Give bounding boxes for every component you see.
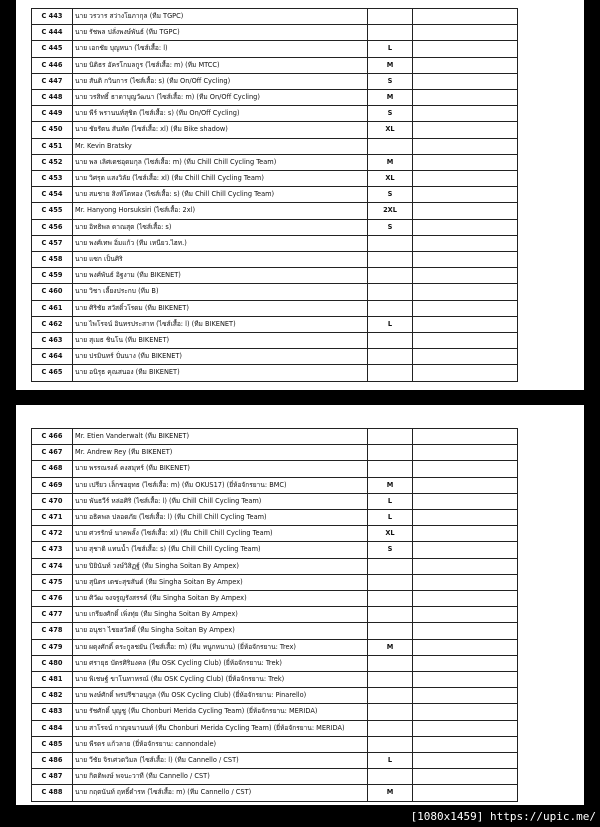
empty-cell [413,574,518,590]
bib-number-cell: C 452 [32,154,73,170]
bib-number-cell: C 459 [32,268,73,284]
participant-name-cell: นาย สันติ กวินการ (ไซส์เสื้อ: s) (ทีม On/Off Cycling) [73,73,368,89]
table-row [32,41,518,57]
empty-cell [413,122,518,138]
empty-cell [413,57,518,73]
shirt-size-cell [368,704,413,720]
participant-name-cell: นาย อิทธิพล ดาณสุต (ไซส์เสื้อ: s) [73,219,368,235]
participant-name-cell: นาย ศิริชัย สวัสดิ์วโรดม (ทีม BIKENET) [73,300,368,316]
table-row [32,510,518,526]
bib-number-cell: C 484 [32,720,73,736]
table-row [32,365,518,381]
bib-number-cell: C 456 [32,219,73,235]
shirt-size-cell [368,607,413,623]
bib-number-cell: C 466 [32,429,73,445]
empty-cell [413,769,518,785]
participant-name-cell: นาย สุนิตร เดชะสุขสันต์ (ทีม Singha Soitan By Ampex) [73,574,368,590]
empty-cell [413,704,518,720]
empty-cell [413,591,518,607]
participant-name-cell: นาย วรวาร สว่างโยภากุล (ทีม TGPC) [73,9,368,25]
bib-number-cell: C 464 [32,349,73,365]
empty-cell [413,203,518,219]
empty-cell [413,542,518,558]
empty-cell [413,252,518,268]
participant-name-cell: นาย ศวรรักษ์ นาคพลั้ง (ไซส์เสื้อ: xl) (ทีม Chill Chill Cycling Team) [73,526,368,542]
participant-name-cell: นาย รัชพล ปลั่งพงษ์พันธ์ (ทีม TGPC) [73,25,368,41]
participant-name-cell: นาย ศรายุธ บัตรศิริมงคล (ทีม OSK Cycling Club) (ยี่ห้อจักรยาน: Trek) [73,655,368,671]
table-row [32,753,518,769]
empty-cell [413,73,518,89]
bib-number-cell: C 469 [32,477,73,493]
bib-number-cell: C 465 [32,365,73,381]
empty-cell [413,445,518,461]
empty-cell [413,461,518,477]
empty-cell [413,171,518,187]
table-row [32,90,518,106]
participant-name-cell: นาย ปิยินันท์ วงษ์วิสิฏฐ์ (ทีม Singha Soitan By Ampex) [73,558,368,574]
bib-number-cell: C 458 [32,252,73,268]
bib-number-cell: C 470 [32,493,73,509]
participant-name-cell: นาย พีรดร แก้วลาย (ยี่ห้อจักรยาน: cannondale) [73,736,368,752]
table-row [32,720,518,736]
bib-number-cell: C 467 [32,445,73,461]
shirt-size-cell [368,333,413,349]
participant-name-cell: Mr. Andrew Rey (ทีม BIKENET) [73,445,368,461]
shirt-size-cell [368,9,413,25]
shirt-size-cell: S [368,219,413,235]
shirt-size-cell [368,365,413,381]
bib-number-cell: C 446 [32,57,73,73]
shirt-size-cell [368,672,413,688]
participant-name-cell: นาย พิเชษฐ์ ขาโนทาหรณ์ (ทีม OSK Cycling Club) (ยี่ห้อจักรยาน: Trek) [73,672,368,688]
table-row [32,171,518,187]
shirt-size-cell: S [368,73,413,89]
participant-name-cell: นาย พงศ์เทพ อิ่มแก้ว (ทีม เหนียว.ไฮท.) [73,235,368,251]
shirt-size-cell: M [368,57,413,73]
table-row [32,493,518,509]
shirt-size-cell: XL [368,526,413,542]
shirt-size-cell: M [368,90,413,106]
bib-number-cell: C 471 [32,510,73,526]
table-row [32,477,518,493]
table-row [32,349,518,365]
shirt-size-cell: XL [368,122,413,138]
empty-cell [413,187,518,203]
shirt-size-cell: L [368,493,413,509]
table-row [32,672,518,688]
empty-cell [413,235,518,251]
participant-name-cell: นาย ผดุงศักดิ์ ตระกูลชยัน (ไซส์เสื้อ: m) (ทีม หนูกหนาน) (ยี่ห้อจักรยาน: Trex) [73,639,368,655]
table-row [32,429,518,445]
table-row [32,138,518,154]
bib-number-cell: C 481 [32,672,73,688]
participant-name-cell: Mr. Etien Vanderwalt (ทีม BIKENET) [73,429,368,445]
table-row [32,333,518,349]
bib-number-cell: C 447 [32,73,73,89]
bib-number-cell: C 450 [32,122,73,138]
shirt-size-cell: S [368,187,413,203]
shirt-size-cell [368,574,413,590]
bib-number-cell: C 453 [32,171,73,187]
participant-name-cell: นาย วิศรุต แสงวิลัย (ไซส์เสื้อ: xl) (ทีม Chill Chill Cycling Team) [73,171,368,187]
shirt-size-cell [368,235,413,251]
empty-cell [413,41,518,57]
empty-cell [413,672,518,688]
table-row [32,574,518,590]
empty-cell [413,316,518,332]
empty-cell [413,333,518,349]
participant-name-cell: นาย สุเมธ ชินโน (ทีม BIKENET) [73,333,368,349]
shirt-size-cell [368,591,413,607]
bib-number-cell: C 444 [32,25,73,41]
participant-name-cell: นาย ไพโรจน์ อินทรประสาท (ไซส์เสื้อ: l) (ทีม BIKENET) [73,316,368,332]
table-row [32,607,518,623]
table-row [32,591,518,607]
empty-cell [413,639,518,655]
bib-number-cell: C 486 [32,753,73,769]
table-row [32,122,518,138]
empty-cell [413,138,518,154]
table-row [32,704,518,720]
empty-cell [413,558,518,574]
bib-number-cell: C 468 [32,461,73,477]
table-row [32,252,518,268]
shirt-size-cell [368,252,413,268]
empty-cell [413,655,518,671]
table-row [32,219,518,235]
shirt-size-cell [368,138,413,154]
participant-name-cell: นาย อธิคพล ปลอดภัย (ไซส์เสื้อ: l) (ทีม Chill Chill Cycling Team) [73,510,368,526]
table-row [32,73,518,89]
shirt-size-cell [368,558,413,574]
participant-name-cell: นาย แซก เป็นศิริ [73,252,368,268]
empty-cell [413,510,518,526]
shirt-size-cell: XL [368,171,413,187]
table-row [32,316,518,332]
participant-name-cell: Mr. Kevin Bratsky [73,138,368,154]
table-row [32,542,518,558]
participant-name-cell: นาย พล เลิศเดชอุดมกุล (ไซส์เสื้อ: m) (ทีม Chill Chill Cycling Team) [73,154,368,170]
empty-cell [413,219,518,235]
participant-name-cell: นาย สมชาย สิงห์โตทอง (ไซส์เสื้อ: s) (ทีม Chill Chill Cycling Team) [73,187,368,203]
empty-cell [413,25,518,41]
empty-cell [413,736,518,752]
participant-name-cell: นาย เกรียงศักดิ์ เพิ่งทุ่ย (ทีม Singha Soitan By Ampex) [73,607,368,623]
participant-name-cell: นาย เอกชัย บุญหนา (ไซส์เสื้อ: l) [73,41,368,57]
registration-table-2 [31,428,518,802]
participant-name-cell: นาย นิติธร อัครโกมลกูร (ไซส์เสื้อ: m) (ทีม MTCC) [73,57,368,73]
bib-number-cell: C 449 [32,106,73,122]
bib-number-cell: C 451 [32,138,73,154]
empty-cell [413,477,518,493]
bib-number-cell: C 457 [32,235,73,251]
participant-name-cell: นาย พงศ์พันธ์ อิฐงาม (ทีม BIKENET) [73,268,368,284]
table-row [32,300,518,316]
table-row [32,235,518,251]
shirt-size-cell: L [368,753,413,769]
empty-cell [413,623,518,639]
participant-name-cell: นาย พงษ์ศักดิ์ พรปรีชาอนุกูล (ทีม OSK Cycling Club) (ยี่ห้อจักรยาน: Pinarello) [73,688,368,704]
empty-cell [413,106,518,122]
table-row [32,284,518,300]
document-page-2 [16,405,584,805]
empty-cell [413,300,518,316]
shirt-size-cell [368,268,413,284]
shirt-size-cell: M [368,785,413,801]
empty-cell [413,349,518,365]
participant-name-cell: นาย ปรมินทร์ ปั่นนาง (ทีม BIKENET) [73,349,368,365]
table-row [32,9,518,25]
table-row [32,688,518,704]
table-row [32,57,518,73]
empty-cell [413,720,518,736]
table-row [32,154,518,170]
document-page-1 [16,0,584,390]
participant-name-cell: นาย เปรียว เล็กชอยุทธ (ไซส์เสื้อ: m) (ทีม OKUS17) (ยี่ห้อจักรยาน: BMC) [73,477,368,493]
table-row [32,769,518,785]
participant-name-cell: นาย พีร์ พรานนท์สุชิต (ไซส์เสื้อ: s) (ทีม On/Off Cycling) [73,106,368,122]
bib-number-cell: C 487 [32,769,73,785]
shirt-size-cell [368,688,413,704]
participant-name-cell: Mr. Hanyong Horsuksiri (ไซส์เสื้อ: 2xl) [73,203,368,219]
shirt-size-cell: 2XL [368,203,413,219]
shirt-size-cell: M [368,639,413,655]
participant-name-cell: นาย รัชศักดิ์ บุญชู (ทีม Chonburi Merida Cycling Team) (ยี่ห้อจักรยาน: MERIDA) [73,704,368,720]
participant-name-cell: นาย กฤตนันท์ ฤทธิ์ดำรห (ไซส์เสื้อ: m) (ทีม Cannello / CST) [73,785,368,801]
empty-cell [413,688,518,704]
empty-cell [413,90,518,106]
shirt-size-cell: M [368,477,413,493]
bib-number-cell: C 462 [32,316,73,332]
table-row [32,187,518,203]
shirt-size-cell: L [368,510,413,526]
shirt-size-cell [368,623,413,639]
table-row [32,623,518,639]
participant-name-cell: นาย วิชา เลี้ยงประกบ (ทีม B) [73,284,368,300]
bib-number-cell: C 478 [32,623,73,639]
table-row [32,639,518,655]
participant-name-cell: นาย อนิรุธ คุณสนอง (ทีม BIKENET) [73,365,368,381]
shirt-size-cell [368,736,413,752]
bib-number-cell: C 463 [32,333,73,349]
registration-table-1 [31,8,518,382]
table-row [32,25,518,41]
table-row [32,558,518,574]
bib-number-cell: C 448 [32,90,73,106]
table-row [32,736,518,752]
shirt-size-cell: L [368,316,413,332]
empty-cell [413,154,518,170]
participant-name-cell: นาย สุชาติ แทนน้ำ (ไซส์เสื้อ: s) (ทีม Chill Chill Cycling Team) [73,542,368,558]
table-row [32,655,518,671]
bib-number-cell: C 480 [32,655,73,671]
shirt-size-cell [368,461,413,477]
bib-number-cell: C 473 [32,542,73,558]
participant-name-cell: นาย วีชัย จิรเศวตวิมล (ไซส์เสื้อ: l) (ทีม Cannello / CST) [73,753,368,769]
shirt-size-cell [368,349,413,365]
bib-number-cell: C 475 [32,574,73,590]
table-row [32,445,518,461]
participant-name-cell: นาย ชัยรัตน สันทัด (ไซส์เสื้อ: xl) (ทีม Bike shadow) [73,122,368,138]
empty-cell [413,753,518,769]
bib-number-cell: C 445 [32,41,73,57]
shirt-size-cell: S [368,106,413,122]
table-row [32,268,518,284]
participant-name-cell: นาย พันธวีร์ หล่อศิริ (ไซส์เสื้อ: l) (ทีม Chill Chill Cycling Team) [73,493,368,509]
bib-number-cell: C 479 [32,639,73,655]
shirt-size-cell: M [368,154,413,170]
bib-number-cell: C 483 [32,704,73,720]
empty-cell [413,268,518,284]
participant-name-cell: นาย อนุชา ไชยสวัสดิ์ (ทีม Singha Soitan By Ampex) [73,623,368,639]
shirt-size-cell [368,25,413,41]
participant-name-cell: นาย วรสิทธิ์ ธาดาบุญวัฒนา (ไซส์เสื้อ: m) (ทีม On/Off Cycling) [73,90,368,106]
bib-number-cell: C 443 [32,9,73,25]
bib-number-cell: C 474 [32,558,73,574]
empty-cell [413,284,518,300]
table-row [32,461,518,477]
empty-cell [413,493,518,509]
table-row [32,785,518,801]
bib-number-cell: C 477 [32,607,73,623]
empty-cell [413,526,518,542]
shirt-size-cell [368,300,413,316]
participant-name-cell: นาย สาโรจน์ กาญจนานนท์ (ทีม Chonburi Merida Cycling Team) (ยี่ห้อจักรยาน: MERIDA) [73,720,368,736]
empty-cell [413,9,518,25]
bib-number-cell: C 482 [32,688,73,704]
shirt-size-cell [368,655,413,671]
shirt-size-cell [368,429,413,445]
bib-number-cell: C 461 [32,300,73,316]
image-watermark: [1080x1459] https://upic.me/ [410,810,596,823]
shirt-size-cell: S [368,542,413,558]
bib-number-cell: C 485 [32,736,73,752]
participant-name-cell: นาย กิตติพงษ์ พจนะวาที (ทีม Cannello / CST) [73,769,368,785]
participant-name-cell: นาย พรรณรงค์ คงสมุทร์ (ทีม BIKENET) [73,461,368,477]
empty-cell [413,607,518,623]
shirt-size-cell [368,284,413,300]
empty-cell [413,785,518,801]
empty-cell [413,429,518,445]
table-row [32,526,518,542]
shirt-size-cell [368,720,413,736]
shirt-size-cell [368,769,413,785]
shirt-size-cell [368,445,413,461]
bib-number-cell: C 460 [32,284,73,300]
table-row [32,106,518,122]
shirt-size-cell: L [368,41,413,57]
empty-cell [413,365,518,381]
bib-number-cell: C 476 [32,591,73,607]
bib-number-cell: C 472 [32,526,73,542]
participant-name-cell: นาย ศิวัฒ จงจรูญรังสรรค์ (ทีม Singha Soitan By Ampex) [73,591,368,607]
bib-number-cell: C 488 [32,785,73,801]
bib-number-cell: C 455 [32,203,73,219]
table-row [32,203,518,219]
bib-number-cell: C 454 [32,187,73,203]
